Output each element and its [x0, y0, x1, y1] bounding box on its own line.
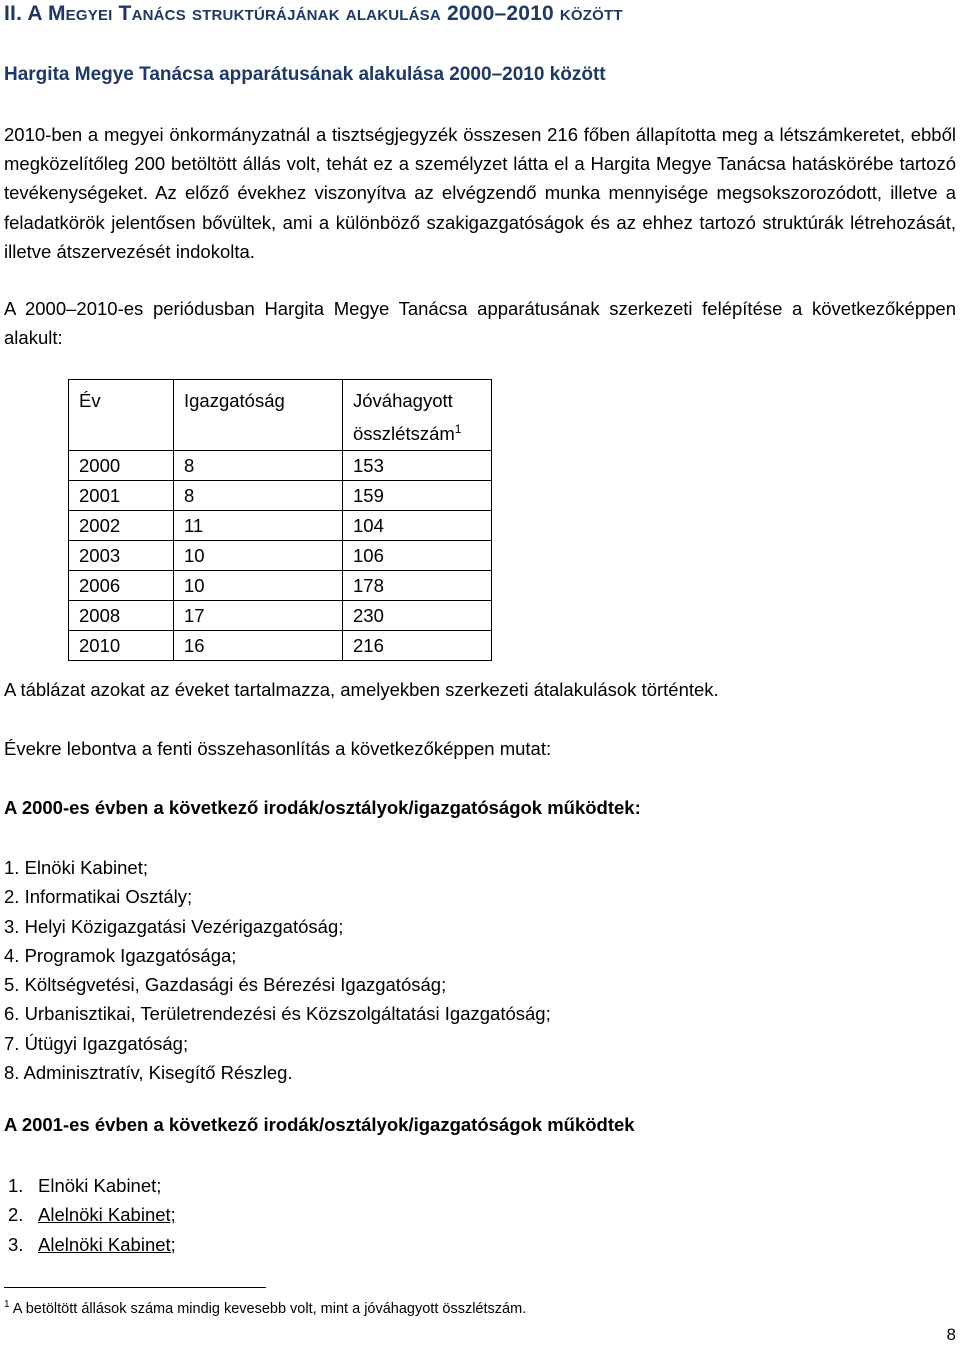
cell-ev: 2006 — [69, 571, 174, 601]
header-ev: Év — [69, 380, 174, 451]
list-item: 1. Elnöki Kabinet; — [4, 857, 148, 878]
list-item-number: 2. — [8, 1204, 24, 1226]
list-item: 5. Költségvetési, Gazdasági és Bérezési Igazgatóság; — [4, 974, 447, 996]
intro-paragraph: 2010-ben a megyei önkormányzatnál a tisztségjegyzék összesen 216 főben állapította meg a létszámkeretet, ebből megközelítőleg 200 betöltött állás volt, tehát ez a személyzet látta el a Hargita Megye Tanácsa hatáskörébe tartozó tevékenységeket. Az előző évekhez viszonyítva az elvégzendő munka mennyisége megsokszorozódott, illetve a feladatkörök jelentősen bővültek, ami a különböző szakigazgatóságok és az ehhez tartozó struktúrák létrehozását, illetve átszervezését indokolta. — [4, 124, 956, 262]
list-item-text: Elnöki Kabinet; — [38, 1175, 162, 1196]
footnote-divider — [4, 1287, 266, 1288]
list-item — [8, 1230, 176, 1259]
table-header-row — [69, 380, 492, 451]
breakdown-intro: Évekre lebontva a fenti összehasonlítás a következőképpen mutat: — [4, 738, 552, 759]
cell-igazgatosag: 10 — [174, 541, 343, 571]
header-igazgatosag: Igazgatóság — [174, 380, 343, 451]
table-row — [69, 541, 492, 571]
header-jovahagyott-label: Jóváhagyott összlétszám — [353, 390, 455, 445]
cell-igazgatosag: 8 — [174, 451, 343, 481]
cell-igazgatosag: 8 — [174, 481, 343, 511]
cell-jovahagyott: 216 — [343, 631, 492, 661]
footnote-number: 1 — [4, 1299, 10, 1310]
table-row — [69, 481, 492, 511]
year2000-heading: A 2000-es évben a következő irodák/osztályok/igazgatóságok működtek: — [4, 797, 641, 818]
list-item-number: 3. — [8, 1233, 24, 1255]
table-note: A táblázat azokat az éveket tartalmazza, amelyekben szerkezeti átalakulások történtek. — [4, 679, 719, 700]
footnote-mark: 1 — [454, 422, 462, 436]
cell-ev: 2003 — [69, 541, 174, 571]
list-item: 2. Informatikai Osztály; — [4, 886, 193, 908]
cell-ev: 2000 — [69, 451, 174, 481]
cell-igazgatosag: 17 — [174, 601, 343, 631]
table-row — [69, 451, 492, 481]
list-item: 8. Adminisztratív, Kisegítő Részleg. — [4, 1062, 293, 1084]
cell-ev: 2002 — [69, 511, 174, 541]
footnote-text: A betöltött állások száma mindig kevesebb volt, mint a jóváhagyott összlétszám. — [12, 1300, 527, 1317]
header-jovahagyott — [343, 380, 492, 451]
cell-igazgatosag: 16 — [174, 631, 343, 661]
footnote — [4, 1299, 526, 1317]
table-row — [69, 601, 492, 631]
page-number: 8 — [946, 1325, 956, 1344]
list-item: 4. Programok Igazgatósága; — [4, 944, 237, 966]
cell-jovahagyott: 106 — [343, 541, 492, 571]
year2001-heading: A 2001-es évben a következő irodák/osztályok/igazgatóságok működtek — [4, 1114, 635, 1135]
staff-table — [68, 379, 492, 661]
list-item-number: 1. — [8, 1175, 24, 1196]
cell-ev: 2001 — [69, 481, 174, 511]
list-item — [8, 1171, 176, 1200]
table-row — [69, 571, 492, 601]
cell-jovahagyott: 104 — [343, 511, 492, 541]
cell-ev: 2010 — [69, 631, 174, 661]
year2001-list — [8, 1171, 176, 1259]
cell-jovahagyott: 153 — [343, 451, 492, 481]
cell-jovahagyott: 159 — [343, 481, 492, 511]
section-title: Hargita Megye Tanácsa apparátusának alakulása 2000–2010 között — [4, 64, 606, 85]
year2000-list — [4, 853, 551, 1087]
list-item: 7. Útügyi Igazgatóság; — [4, 1032, 189, 1054]
table-body — [69, 451, 492, 661]
list-item-text: Alelnöki Kabinet; — [38, 1204, 176, 1226]
cell-jovahagyott: 230 — [343, 601, 492, 631]
list-item: 6. Urbanisztikai, Területrendezési és Közszolgáltatási Igazgatóság; — [4, 1003, 551, 1025]
list-item-text: Alelnöki Kabinet; — [38, 1233, 176, 1255]
cell-jovahagyott: 178 — [343, 571, 492, 601]
cell-ev: 2008 — [69, 601, 174, 631]
list-item: 3. Helyi Közigazgatási Vezérigazgatóság; — [4, 915, 344, 937]
cell-igazgatosag: 10 — [174, 571, 343, 601]
chapter-title: II. A Megyei Tanács struktúrájának alakulása 2000–2010 között — [4, 2, 623, 25]
table-row — [69, 511, 492, 541]
cell-igazgatosag: 11 — [174, 511, 343, 541]
list-item — [8, 1200, 176, 1229]
table-row — [69, 631, 492, 661]
structure-paragraph: A 2000–2010-es periódusban Hargita Megye Tanácsa apparátusának szerkezeti felépítése a következőképpen alakult: — [4, 298, 956, 349]
